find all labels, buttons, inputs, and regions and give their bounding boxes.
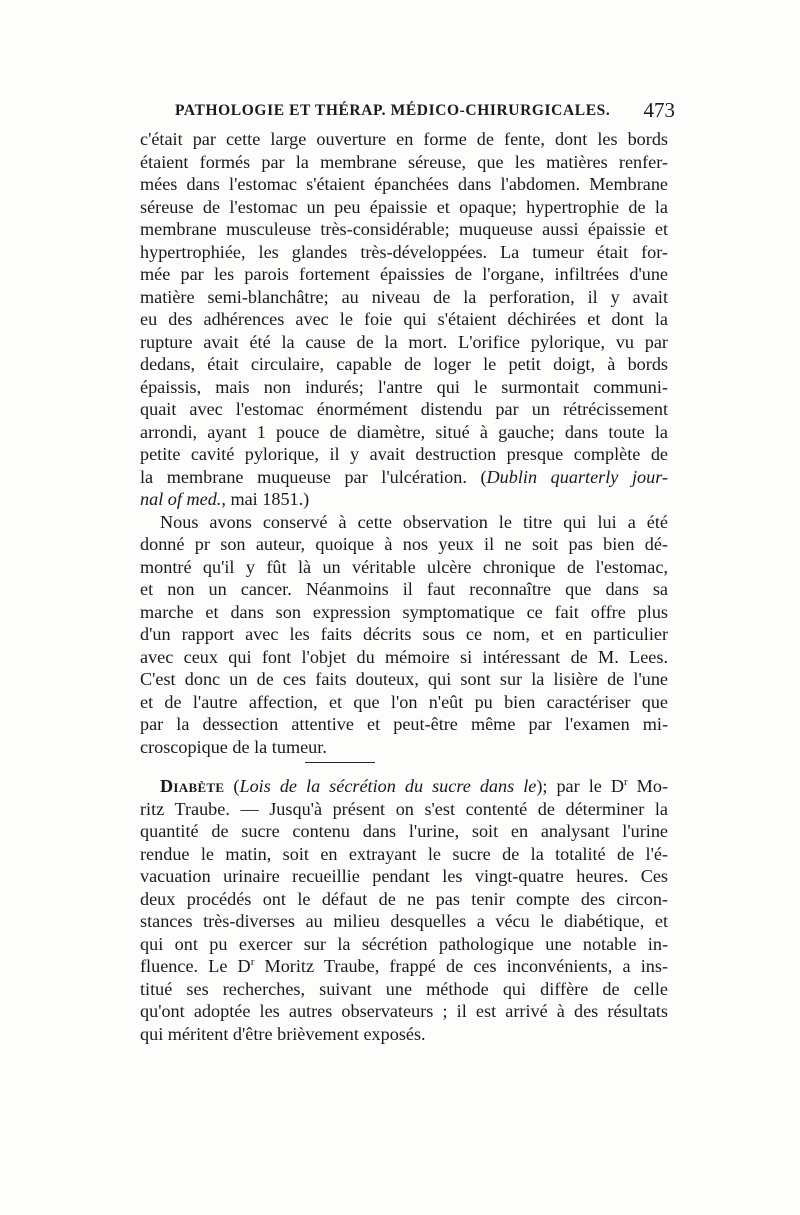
text-line: qui méritent d'être brièvement exposés. [140, 1023, 426, 1044]
text-line: marche et dans son expression symptomatique ce fait offre plus [140, 601, 668, 622]
text-line-with-superscript [140, 955, 668, 978]
text-line: rupture avait été la cause de la mort. L'orifice pylorique, vu par [140, 331, 668, 352]
text-segment: la membrane muqueuse par l'ulcération. [140, 466, 467, 487]
text-line: avec ceux qui font l'objet du mémoire si intéressant de M. Lees. [140, 646, 668, 667]
text-line: hypertrophiée, les glandes très-développées. La tumeur était for- [140, 241, 668, 262]
text-line: quantité de sucre contenu dans l'urine, soit en analysant l'urine [140, 821, 668, 841]
text-line: stances très-diverses au milieu desquelles a vécu le diabétique, et [140, 911, 668, 931]
text-line: montré qu'il y fût là un véritable ulcère chronique de l'estomac, [140, 556, 668, 577]
text-line: et de l'autre affection, et que l'on n'eût pu bien caractériser que [140, 691, 668, 712]
text-line: qui ont pu exercer sur la sécrétion pathologique une notable in- [140, 933, 668, 954]
paragraph-diabete [140, 775, 668, 1045]
page-header [175, 98, 675, 124]
body-text [140, 128, 668, 758]
text-segment: fluence. Le D [140, 956, 251, 976]
section-title: Diabète [160, 776, 225, 796]
text-line-with-citation [140, 466, 668, 489]
text-line: mées dans l'estomac s'étaient épanchées dans l'abdomen. Membrane [140, 174, 668, 194]
subtitle-open: ( [233, 776, 240, 796]
section-subtitle: Lois de la sécrétion du sucre dans le [239, 776, 537, 796]
text-line: quait avec l'estomac énormément distendu par un rétrécissement [140, 399, 668, 419]
text-line: donné pr son auteur, quoique à nos yeux il ne soit pas bien dé- [140, 534, 668, 554]
subtitle-close: ); par le D [536, 776, 624, 796]
text-line: rendue le matin, soit en extrayant le sucre de la totalité de l'é- [140, 843, 668, 864]
text-line: épaissis, mais non indurés; l'antre qui le surmontait communi- [140, 376, 668, 397]
citation-journal-end: nal of med. [140, 489, 222, 509]
text-line: C'est donc un de ces faits douteux, qui sont sur la lisière de l'une [140, 669, 668, 689]
text-line: dedans, était circulaire, capable de loger le petit doigt, à bords [140, 354, 668, 374]
superscript: r [250, 955, 255, 968]
citation-date: , mai 1851.) [221, 489, 310, 509]
running-head: PATHOLOGIE ET THÉRAP. MÉDICO-CHIRURGICALES. [175, 102, 611, 119]
text-line: ritz Traube. — Jusqu'à présent on s'est contenté de déterminer la [140, 798, 668, 819]
text-line: deux procédés ont le défaut de ne pas tenir compte des circon- [140, 888, 668, 909]
text-line: croscopique de la tumeur. [140, 736, 327, 757]
citation-open: ( [480, 466, 487, 487]
citation-line [140, 488, 668, 511]
text-segment: Mo- [627, 776, 668, 796]
text-line: séreuse de l'estomac un peu épaissie et opaque; hypertrophie de la [140, 196, 668, 217]
text-line: matière semi-blanchâtre; au niveau de la perforation, il y avait [140, 286, 668, 307]
text-line: mée par les parois fortement épaissies de l'organe, infiltrées d'une [140, 264, 668, 284]
text-line: c'était par cette large ouverture en forme de fente, dont les bords [140, 129, 668, 149]
text-line: arrondi, ayant 1 pouce de diamètre, situé à gauche; dans toute la [140, 421, 668, 442]
text-line: titué ses recherches, suivant une méthode qui diffère de celle [140, 978, 668, 999]
text-line: qu'ont adoptée les autres observateurs ; il est arrivé à des résultats [140, 1001, 668, 1021]
text-line: par la dessection attentive et peut-être même par l'examen mi- [140, 714, 668, 734]
text-segment: Moritz Traube, frappé de ces inconvénients, a ins- [254, 956, 668, 976]
text-line: Nous avons conservé à cette observation le titre qui lui a été [160, 511, 668, 532]
text-line: eu des adhérences avec le foie qui s'étaient déchirées et dont la [140, 309, 668, 329]
page-number: 473 [643, 98, 675, 122]
section-divider [305, 762, 375, 763]
paragraph-commentary [140, 511, 668, 759]
superscript: r [623, 775, 628, 788]
section-title-line [140, 775, 668, 798]
citation-journal: Dublin quarterly jour- [486, 466, 668, 487]
text-line: d'un rapport avec les faits décrits sous ce nom, et en particulier [140, 624, 668, 644]
text-line: étaient formés par la membrane séreuse, que les matières renfer- [140, 151, 668, 172]
text-line: membrane musculeuse très-considérable; muqueuse aussi épaissie et [140, 219, 668, 239]
text-line: petite cavité pylorique, il y avait destruction presque complète de [140, 444, 668, 464]
text-line: et non un cancer. Néanmoins il faut reconnaître que dans sa [140, 579, 668, 599]
text-line: vacuation urinaire recueillie pendant les vingt-quatre heures. Ces [140, 866, 668, 886]
paragraph-continuation [140, 128, 668, 511]
